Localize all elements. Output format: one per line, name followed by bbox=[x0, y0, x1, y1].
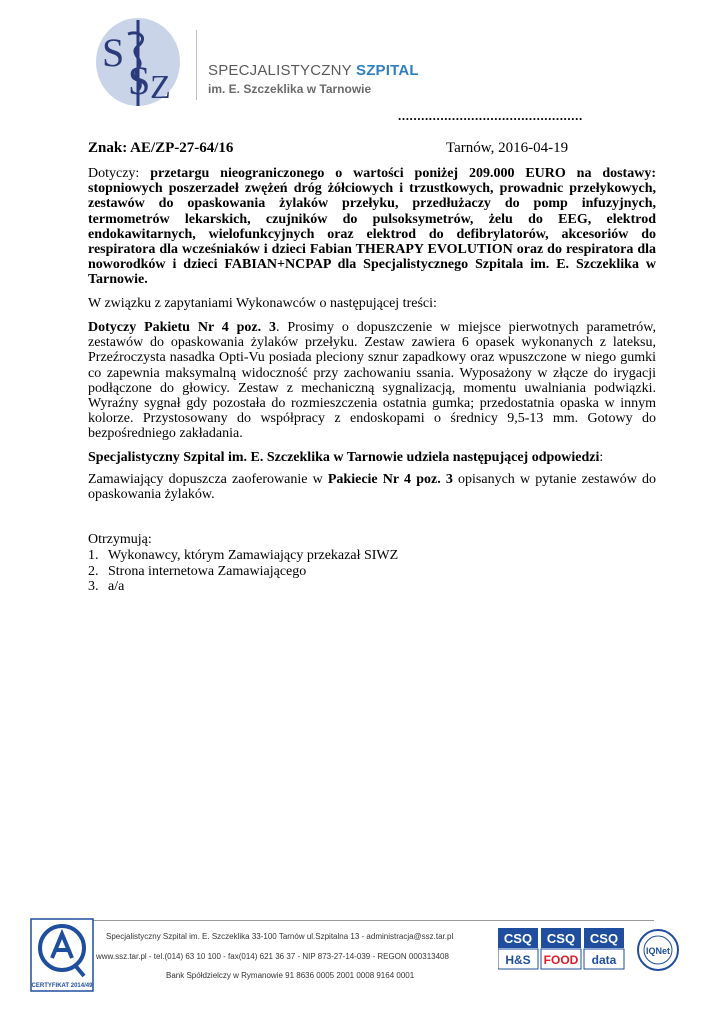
answer-paragraph: Zamawiający dopuszcza zaoferowanie w Pakiecie Nr 4 poz. 3 opisanych w pytanie zestawów do opaskowania żylaków. bbox=[88, 472, 656, 503]
header-divider bbox=[196, 30, 197, 100]
hospital-name: SPECJALISTYCZNY SZPITAL bbox=[208, 62, 419, 79]
list-item: 1. Wykonawcy, którym Zamawiający przekazał SIWZ bbox=[88, 548, 399, 563]
letter-date: Tarnów, 2016-04-19 bbox=[446, 140, 569, 156]
svg-text:Z: Z bbox=[150, 69, 171, 106]
svg-text:FOOD: FOOD bbox=[543, 953, 579, 967]
list-item: 2. Strona internetowa Zamawiającego bbox=[88, 563, 307, 579]
question-paragraph: Dotyczy Pakietu Nr 4 poz. 3. Prosimy o dopuszczenie w miejsce pierwotnych parametrów, zestawów do opaskowania żylaków przełyku. Zestaw zawiera 6 opasek wykonanych z lateksu, Przeźroczysta nasadka Opti-Vu posiada pleciony sznur zapadkowy oraz wpuszczone w niego gumki co zapewnia maksymalną widoczność przy zachowaniu ssania. Wyposażony w złącze do irygacji podłączone do głowicy. Zestaw z mechaniczną sygnalizacją, momentu uwalniania podwiązki. Wyraźny sygnał gdy pozostała do rozmieszczenia ostatnia gumka; przedostatnia opaska w innym kolorze. Przystosowany do współpracy z endoskopami o średnicy 9,5-13 mm. Gotowy do bezpośredniego zakładania. bbox=[88, 320, 656, 442]
certificate-logo bbox=[30, 918, 94, 992]
hospital-logo bbox=[88, 16, 188, 108]
signature-line: ................................................ bbox=[398, 108, 583, 123]
footer-divider bbox=[92, 920, 654, 921]
svg-text:CSQ: CSQ bbox=[589, 931, 619, 946]
svg-text:H&S: H&S bbox=[505, 953, 531, 967]
answer-heading: Specjalistyczny Szpital im. E. Szczeklika w Tarnowie udziela następującej odpowiedzi: bbox=[88, 450, 604, 465]
intro-paragraph: W związku z zapytaniami Wykonawców o następującej treści: bbox=[88, 296, 437, 311]
list-item: 3. a/a bbox=[88, 579, 125, 594]
svg-text:S: S bbox=[102, 30, 125, 75]
svg-text:CSQ: CSQ bbox=[503, 931, 533, 946]
footer-contact: www.ssz.tar.pl - tel.(014) 63 10 100 - fax(014) 621 36 37 - NIP 873-27-14-039 - REGON 000313408 bbox=[96, 952, 449, 961]
hospital-subtitle: im. E. Szczeklika w Tarnowie bbox=[208, 82, 372, 96]
footer-address: Specjalistyczny Szpital im. E. Szczeklika 33-100 Tarnów ul.Szpitalna 13 - administracja@ssz.tar.pl bbox=[106, 932, 454, 941]
recipients-title: Otrzymują: bbox=[88, 532, 152, 547]
svg-text:CSQ: CSQ bbox=[546, 931, 576, 946]
reference-number: Znak: AE/ZP-27-64/16 bbox=[88, 140, 234, 156]
svg-text:CERTYFIKAT 2014/49: CERTYFIKAT 2014/49 bbox=[31, 983, 93, 989]
subject-paragraph: Dotyczy: przetargu nieograniczonego o wartości poniżej 209.000 EURO na dostawy: stopniowych poszerzadeł zwężeń dróg żółciowych i trzustkowych, prowadnic przełykowych, zestawów do opaskowania żylaków przełyku, przedłużaczy do pomp infuzyjnych, termometrów lekarskich, czujników do pulsoksymetrów, żelu do EEG, elektrod endokawitarnych, wielofunkcyjnych oraz elektrod do defibrylatorów, akcesoriów do respiratora dla wcześniaków i dzieci Fabian THERAPY EVOLUTION oraz do respiratora dla noworodków i dzieci FABIAN+NCPAP dla Specjalistycznego Szpitala im. E. Szczeklika w Tarnowie. bbox=[88, 166, 656, 288]
svg-text:IQNet: IQNet bbox=[645, 946, 671, 956]
svg-text:data: data bbox=[591, 953, 617, 967]
csq-certification-badges bbox=[498, 928, 688, 972]
recipients-list bbox=[88, 548, 398, 595]
footer-bank: Bank Spółdzielczy w Rymanowie 91 8636 0005 2001 0008 9164 0001 bbox=[166, 971, 415, 980]
svg-text:S: S bbox=[128, 58, 151, 103]
